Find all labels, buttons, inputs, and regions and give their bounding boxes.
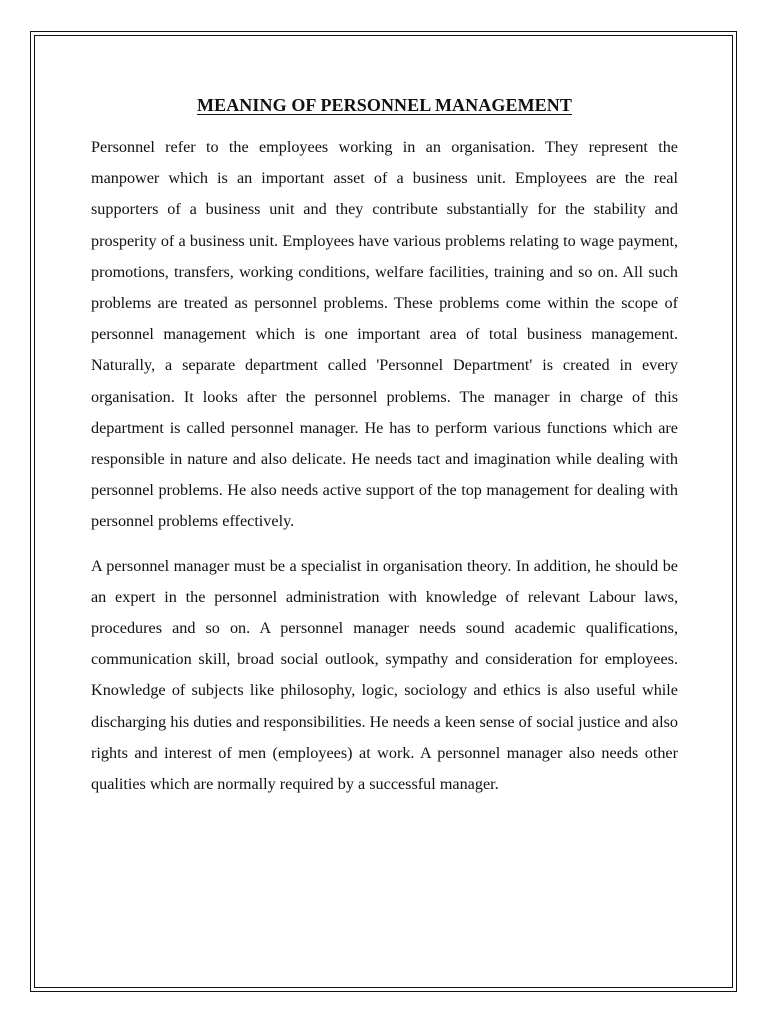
paragraph-1: Personnel refer to the employees working in an organisation. They represent the manpower which is an important asset of a business unit. Employees are the real supporters of a business unit and they contribute substantially for the stability and prosperity of a business unit. Employees have various problems relating to wage payment, promotions, transfers, working conditions, welfare facilities, training and so on. All such problems are treated as personnel problems. These problems come within the scope of personnel management which is one important area of total business management. Naturally, a separate department called 'Personnel Department' is created in every organisation. It looks after the personnel problems. The manager in charge of this department is called personnel manager. He has to perform various functions which are responsible in nature and also delicate. He needs tact and imagination while dealing with personnel problems. He also needs active support of the top management for dealing with personnel problems effectively. bbox=[91, 138, 678, 531]
document-title: MEANING OF PERSONNEL MANAGEMENT bbox=[197, 95, 572, 115]
document-body bbox=[91, 92, 678, 800]
paragraph-2: A personnel manager must be a specialist in organisation theory. In addition, he should be an expert in the personnel administration with knowledge of relevant Labour laws, procedures and so on. A personnel manager needs sound academic qualifications, communication skill, broad social outlook, sympathy and consideration for employees. Knowledge of subjects like philosophy, logic, sociology and ethics is also useful while discharging his duties and responsibilities. He needs a keen sense of social justice and also rights and interest of men (employees) at work. A personnel manager also needs other qualities which are normally required by a successful manager. bbox=[91, 556, 678, 794]
